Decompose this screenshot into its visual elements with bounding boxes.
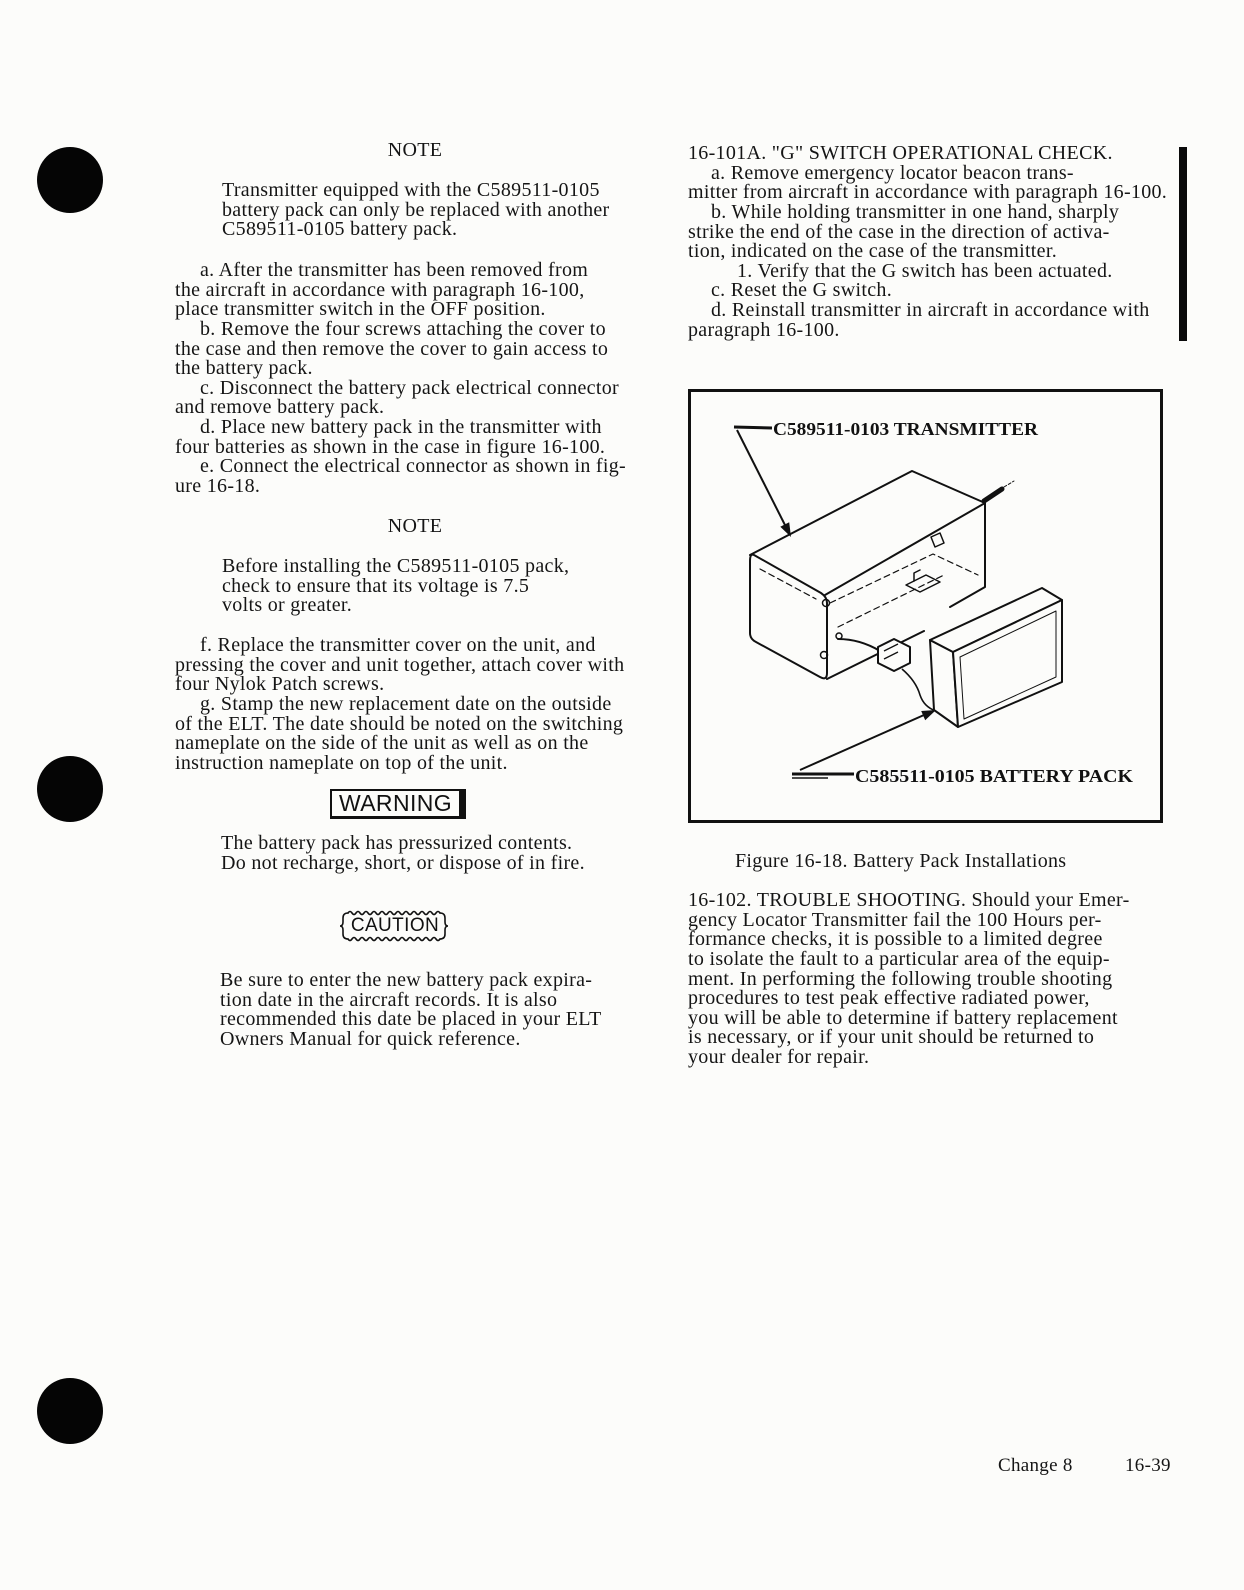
section-line: c. Reset the G switch. — [711, 279, 893, 302]
transmitter-inner-dash — [838, 575, 944, 627]
battery-label: C585511-0105 BATTERY PACK — [855, 766, 1133, 786]
internal-connector — [906, 575, 940, 592]
caution-body — [220, 971, 601, 1050]
antenna — [984, 489, 1002, 501]
section-line: your dealer for repair. — [688, 1046, 870, 1069]
step-line: nameplate on the side of the unit as well as on the — [175, 732, 589, 755]
battery-pack-installation-figure — [688, 389, 1163, 823]
section-line: a. Remove emergency locator beacon trans- — [711, 161, 1074, 184]
section-line: strike the end of the case in the direction of activa- — [688, 220, 1110, 243]
step-line: a. After the transmitter has been removed from — [200, 259, 589, 281]
step-line: the aircraft in accordance with paragraph 16-100, — [175, 278, 585, 301]
section-line: 1. Verify that the G switch has been actuated. — [737, 259, 1113, 282]
note-1-body — [222, 181, 610, 240]
note-2-line: Before installing the C589511-0105 pack, — [222, 555, 570, 577]
note-2-line: volts or greater. — [222, 594, 353, 617]
transmitter-label: C589511-0103 TRANSMITTER — [773, 419, 1040, 439]
battery-arrowhead — [921, 710, 936, 720]
figure-caption: Figure 16-18. Battery Pack Installations — [735, 850, 1067, 872]
step-line: b. Remove the four screws attaching the cover to — [200, 317, 606, 340]
step-line: four Nylok Patch screws. — [175, 673, 385, 696]
section-line: tion, indicated on the case of the transmitter. — [688, 240, 1057, 263]
caution-bottom-wave — [348, 938, 440, 941]
step-line: c. Disconnect the battery pack electrical connector — [200, 376, 619, 399]
step-line: f. Replace the transmitter cover on the unit, and — [200, 634, 596, 656]
punch-hole — [37, 147, 103, 213]
step-line: pressing the cover and unit together, attach cover with — [175, 653, 625, 676]
transmitter-end-face — [750, 555, 827, 679]
note-1-line: C589511-0105 battery pack. — [222, 218, 458, 241]
section-line: to isolate the fault to a particular area of the equip- — [688, 947, 1110, 970]
section-line: b. While holding transmitter in one hand, sharply — [711, 200, 1120, 223]
caution-line: tion date in the aircraft records. It is also — [220, 988, 558, 1011]
page-number: 16-39 — [1125, 1455, 1171, 1476]
note-2-body — [222, 557, 569, 616]
steps-a-to-e — [175, 261, 626, 497]
connector-wire — [838, 639, 880, 651]
plug-drawing — [878, 639, 936, 711]
caution-line: Be sure to enter the new battery pack expira- — [220, 969, 593, 991]
battery-arrow-line — [800, 715, 924, 770]
transmitter-latch — [931, 533, 944, 547]
step-line: of the ELT. The date should be noted on the switching — [175, 712, 624, 735]
step-line: four batteries as shown in the case in figure 16-100. — [175, 435, 606, 458]
caution-label: CAUTION — [350, 915, 440, 936]
warning-body — [221, 834, 585, 873]
section-line: you will be able to determine if battery replacement — [688, 1006, 1118, 1029]
step-line: e. Connect the electrical connector as shown in fig- — [200, 455, 626, 478]
step-line: d. Place new battery pack in the transmitter with — [200, 416, 602, 439]
section-line: 16-102. TROUBLE SHOOTING. Should your Emer- — [688, 889, 1130, 911]
step-line: the case and then remove the cover to gain access to — [175, 337, 609, 360]
section-line: paragraph 16-100. — [688, 318, 840, 341]
warning-line: The battery pack has pressurized contents. — [221, 832, 573, 854]
change-number: Change 8 — [998, 1455, 1073, 1476]
punch-hole — [37, 756, 103, 822]
warning-badge: WARNING — [330, 789, 466, 819]
antenna-tip — [1004, 481, 1014, 487]
transmitter-leader-line — [734, 427, 772, 428]
section-line: procedures to test peak effective radiated power, — [688, 987, 1090, 1010]
caution-line: recommended this date be placed in your ELT — [220, 1008, 602, 1031]
step-line: instruction nameplate on top of the unit. — [175, 751, 508, 774]
section-line: formance checks, it is possible to a limited degree — [688, 928, 1103, 951]
note-2-heading: NOTE — [387, 515, 443, 537]
step-line: place transmitter switch in the OFF position. — [175, 298, 546, 321]
g-switch-check-section — [688, 144, 1167, 340]
section-line: is necessary, or if your unit should be returned to — [688, 1026, 1095, 1049]
caution-line: Owners Manual for quick reference. — [220, 1027, 521, 1050]
transmitter-arrow-line — [737, 430, 787, 529]
note-1-heading: NOTE — [387, 139, 443, 161]
change-bar — [1179, 147, 1187, 341]
section-line: ment. In performing the following trouble shooting — [688, 967, 1113, 990]
plug-body — [878, 639, 910, 671]
section-line: gency Locator Transmitter fail the 100 Hours per- — [688, 908, 1102, 931]
section-line: d. Reinstall transmitter in aircraft in accordance with — [711, 299, 1150, 322]
note-1-line: battery pack can only be replaced with another — [222, 198, 610, 221]
trouble-shooting-section — [688, 891, 1130, 1068]
punch-hole — [37, 1378, 103, 1444]
step-line: ure 16-18. — [175, 475, 261, 498]
note-2-line: check to ensure that its voltage is 7.5 — [222, 574, 530, 597]
section-line: mitter from aircraft in accordance with paragraph 16-100. — [688, 181, 1168, 204]
note-1-line: Transmitter equipped with the C589511-0105 — [222, 179, 600, 201]
step-line: the battery pack. — [175, 357, 313, 380]
battery-wire — [902, 669, 936, 711]
transmitter-side-edge — [950, 503, 985, 607]
step-line: g. Stamp the new replacement date on the outside — [200, 692, 612, 715]
steps-f-to-g — [175, 636, 624, 773]
warning-line: Do not recharge, short, or dispose of in fire. — [221, 851, 585, 874]
step-line: and remove battery pack. — [175, 396, 385, 419]
battery-pack-drawing — [930, 588, 1062, 727]
section-heading: 16-101A. "G" SWITCH OPERATIONAL CHECK. — [688, 142, 1113, 164]
caution-badge — [338, 908, 452, 944]
